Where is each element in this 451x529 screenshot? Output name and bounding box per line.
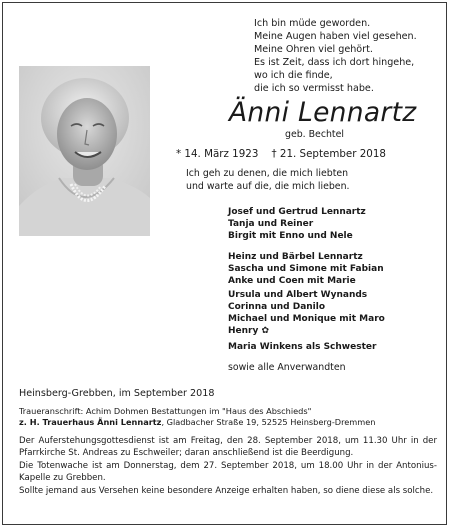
wake-text: Die Totenwache ist am Donnerstag, dem 27. September 2018, um 18.00 Uhr in der Antonius-Kapelle zu Grebben. (19, 461, 437, 483)
mourning-address (19, 406, 375, 428)
funeral-service-text: Der Auferstehungsgottesdienst ist am Freitag, den 28. September 2018, um 11.30 Uhr in der Pfarrkirche St. Andreas zu Eschweiler; daran anschließend ist die Beerdigung. (19, 436, 437, 458)
family-line: Henry ✿ (228, 326, 270, 336)
family-group (228, 289, 385, 337)
death-date: † 21. September 2018 (271, 148, 386, 160)
birth-date: * 14. März 1923 (176, 148, 259, 160)
poem-line: Es ist Zeit, dass ich dort hingehe, (254, 57, 415, 68)
other-relatives: sowie alle Anverwandten (228, 362, 346, 373)
poem-line: die ich so vermisst habe. (254, 83, 374, 94)
poem-line: wo ich die finde, (254, 70, 333, 81)
family-line: Corinna und Danilo (228, 302, 326, 312)
family-line: Josef und Gertrud Lennartz (228, 207, 366, 217)
poem-line: Meine Augen haben viel gesehen. (254, 31, 417, 42)
quote-line: Ich geh zu denen, die mich liebten (186, 168, 349, 179)
born-name: geb. Bechtel (285, 129, 344, 140)
family-line: Maria Winkens als Schwester (228, 342, 377, 352)
address-line (19, 417, 375, 428)
family-line: Birgit mit Enno und Nele (228, 231, 353, 241)
poem-line: Ich bin müde geworden. (254, 18, 371, 29)
quote (186, 167, 350, 193)
notice-text: Sollte jemand aus Versehen keine besondere Anzeige erhalten haben, so diene diese als solche. (19, 486, 434, 496)
address-line: Traueranschrift: Achim Dohmen Bestattungen im "Haus des Abschieds" (19, 406, 312, 416)
family-line: Anke und Coen mit Marie (228, 276, 356, 286)
family-line: Ursula und Albert Wynands (228, 290, 368, 300)
poem-line: Meine Ohren viel gehört. (254, 44, 373, 55)
family-group (228, 341, 376, 353)
family-line: Heinz und Bärbel Lennartz (228, 252, 363, 262)
life-dates (176, 148, 386, 160)
family-line: Tanja und Reiner (228, 219, 314, 229)
address-recipient: z. H. Trauerhaus Änni Lennartz (19, 417, 162, 427)
address-street: , Gladbacher Straße 19, 52525 Heinsberg-Dremmen (161, 417, 376, 427)
family-group (228, 251, 384, 287)
portrait-photo (19, 66, 150, 236)
family-group (228, 206, 366, 242)
quote-line: und warte auf die, die mich lieben. (186, 181, 350, 192)
family-line: Sascha und Simone mit Fabian (228, 264, 384, 274)
poem (254, 17, 417, 95)
place-date: Heinsberg-Grebben, im September 2018 (19, 388, 215, 399)
deceased-name: Änni Lennartz (229, 97, 417, 128)
family-line: Michael und Monique mit Maro (228, 314, 385, 324)
